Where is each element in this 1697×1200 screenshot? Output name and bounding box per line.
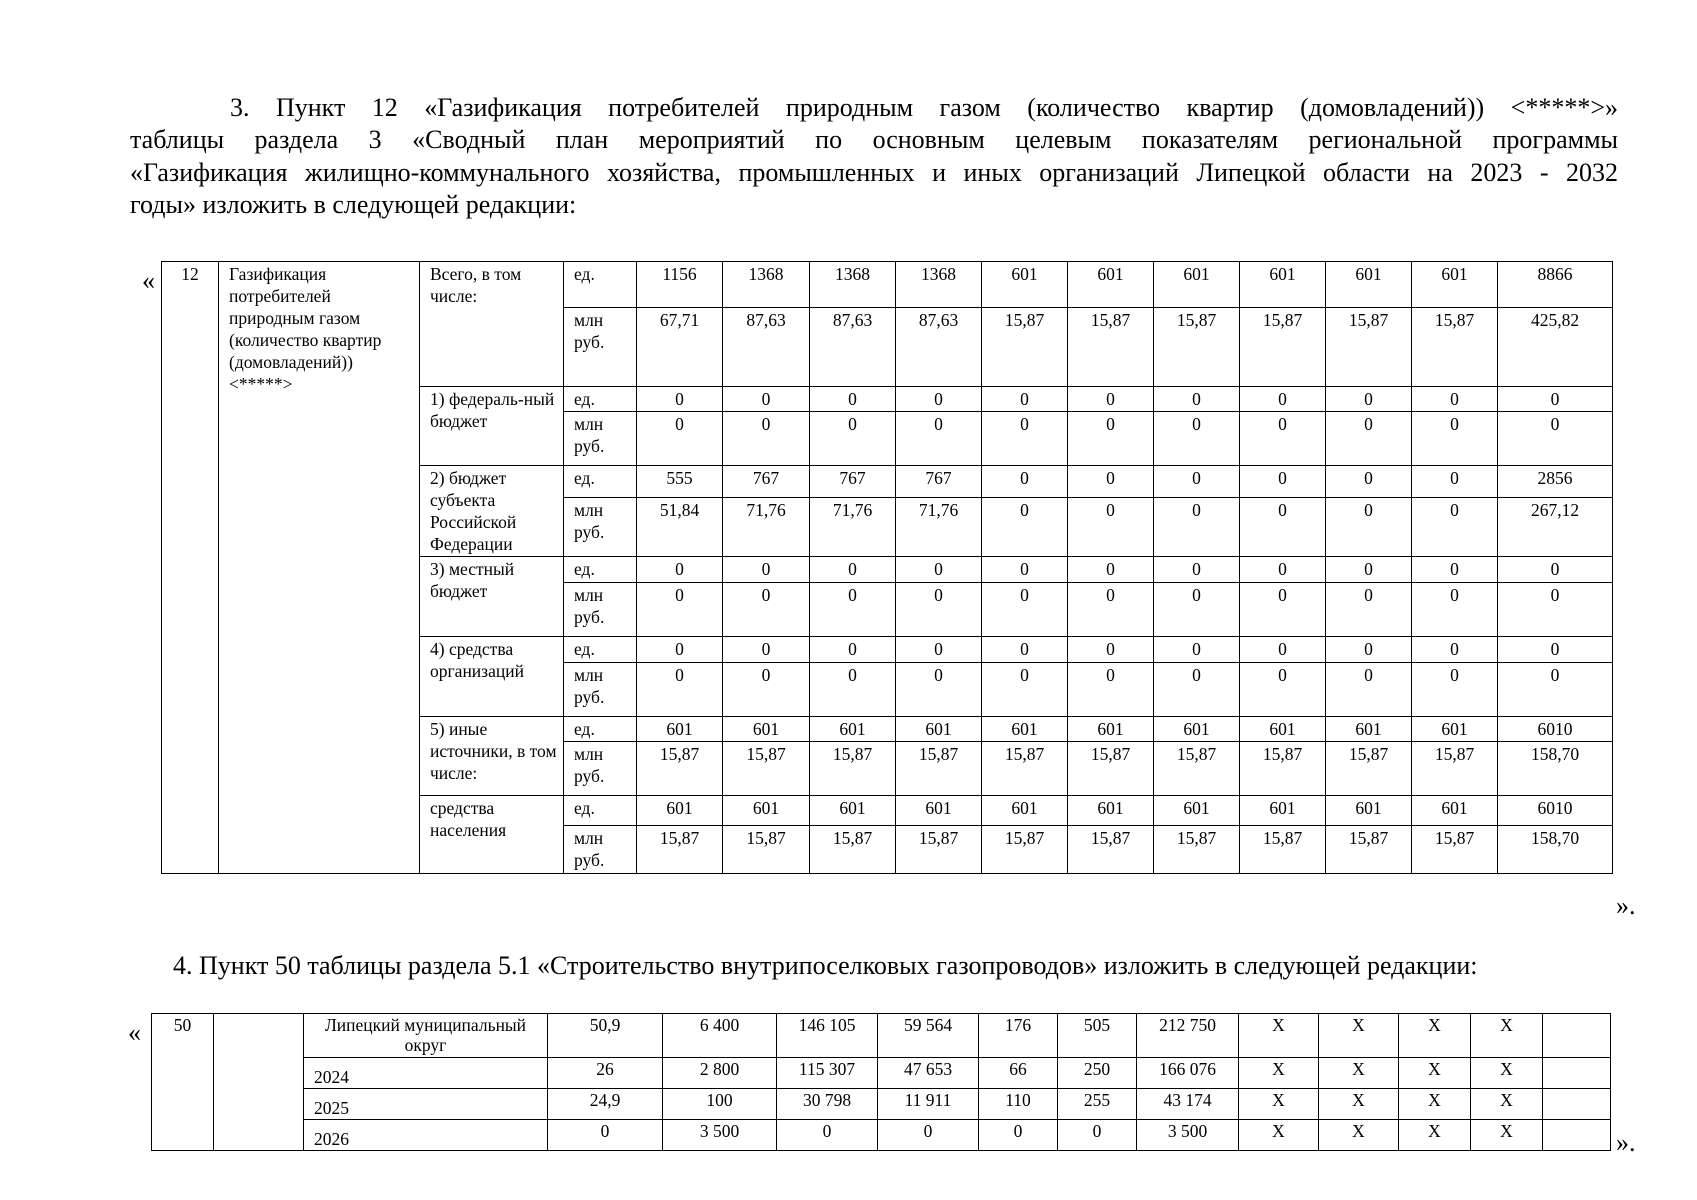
value-cell: 601 <box>1240 796 1326 826</box>
value-cell: 1368 <box>810 262 896 308</box>
value-cell: 0 <box>1068 583 1154 637</box>
value-cell: 24,9 <box>548 1089 663 1120</box>
unit-cell: ед. <box>564 466 637 498</box>
value-cell: 0 <box>1412 557 1498 583</box>
value-cell: 0 <box>637 557 723 583</box>
table-1-open-quote: « <box>142 266 155 295</box>
value-cell: 0 <box>1068 387 1154 412</box>
value-cell: 601 <box>1068 796 1154 826</box>
value-cell: X <box>1319 1058 1399 1089</box>
value-cell: 767 <box>896 466 982 498</box>
funding-source-label: 3) местный бюджет <box>420 557 564 637</box>
value-cell: 0 <box>1498 557 1613 583</box>
value-cell: 0 <box>1326 637 1412 663</box>
value-cell: 0 <box>896 663 982 717</box>
value-cell: X <box>1319 1089 1399 1120</box>
value-cell: 0 <box>1068 663 1154 717</box>
value-cell: 601 <box>1154 717 1240 742</box>
value-cell: 0 <box>982 412 1068 466</box>
value-cell: X <box>1239 1014 1319 1058</box>
value-cell: 601 <box>1240 717 1326 742</box>
row-label: 2025 <box>304 1089 548 1120</box>
value-cell: 15,87 <box>982 742 1068 796</box>
value-cell: 601 <box>723 717 810 742</box>
value-cell: 15,87 <box>810 826 896 874</box>
value-cell <box>1543 1014 1611 1058</box>
table-12-gasification <box>161 261 1613 874</box>
value-cell: 0 <box>1498 412 1613 466</box>
paragraph-3-line-2: таблицы раздела 3 «Сводный план мероприятий по основным целевым показателям региональной программы <box>130 125 1618 154</box>
unit-cell: млн руб. <box>564 412 637 466</box>
value-cell: 601 <box>1412 717 1498 742</box>
value-cell: 71,76 <box>723 497 810 556</box>
value-cell: 0 <box>1498 583 1613 637</box>
value-cell: 67,71 <box>637 308 723 387</box>
value-cell: 15,87 <box>1326 742 1412 796</box>
value-cell: 601 <box>1326 262 1412 308</box>
unit-cell: ед. <box>564 262 637 308</box>
value-cell: 0 <box>1240 583 1326 637</box>
value-cell: 0 <box>1154 583 1240 637</box>
value-cell: 15,87 <box>637 742 723 796</box>
value-cell: 601 <box>1412 796 1498 826</box>
value-cell: 601 <box>982 796 1068 826</box>
value-cell: 15,87 <box>1154 826 1240 874</box>
unit-cell: млн руб. <box>564 583 637 637</box>
value-cell: 0 <box>896 557 982 583</box>
row-label: 2026 <box>304 1120 548 1151</box>
value-cell: 71,76 <box>896 497 982 556</box>
table-row <box>152 1014 1611 1058</box>
value-cell: 0 <box>1068 637 1154 663</box>
value-cell: 0 <box>810 412 896 466</box>
value-cell: 555 <box>637 466 723 498</box>
value-cell: 0 <box>1412 583 1498 637</box>
value-cell: X <box>1471 1120 1543 1151</box>
value-cell: 166 076 <box>1137 1058 1239 1089</box>
value-cell: 425,82 <box>1498 308 1613 387</box>
value-cell: 255 <box>1058 1089 1137 1120</box>
table-row <box>152 1058 1611 1089</box>
value-cell: 0 <box>1154 412 1240 466</box>
value-cell: 0 <box>1498 663 1613 717</box>
value-cell: 505 <box>1058 1014 1137 1058</box>
value-cell: 1368 <box>723 262 810 308</box>
value-cell: 2 800 <box>663 1058 777 1089</box>
value-cell: 100 <box>663 1089 777 1120</box>
table-row <box>162 262 1613 308</box>
value-cell: 15,87 <box>1326 826 1412 874</box>
value-cell: 0 <box>1326 557 1412 583</box>
value-cell: 0 <box>1068 466 1154 498</box>
value-cell: 601 <box>982 262 1068 308</box>
row-label: 2024 <box>304 1058 548 1089</box>
table-row <box>152 1120 1611 1151</box>
value-cell: 15,87 <box>723 826 810 874</box>
value-cell: X <box>1399 1014 1471 1058</box>
value-cell: 0 <box>896 637 982 663</box>
value-cell: 0 <box>1240 663 1326 717</box>
value-cell: 0 <box>637 387 723 412</box>
value-cell: 15,87 <box>1068 308 1154 387</box>
value-cell: X <box>1471 1058 1543 1089</box>
value-cell: 0 <box>1240 637 1326 663</box>
unit-cell: ед. <box>564 387 637 412</box>
funding-source-label: Всего, в том числе: <box>420 262 564 387</box>
value-cell: 0 <box>1326 663 1412 717</box>
value-cell: 3 500 <box>1137 1120 1239 1151</box>
item-name: Газификация потребителей природным газом (количество квартир (домовладений)) <*****> <box>219 262 420 874</box>
value-cell: 0 <box>1412 497 1498 556</box>
value-cell: 66 <box>979 1058 1058 1089</box>
value-cell: 0 <box>637 663 723 717</box>
value-cell: 3 500 <box>663 1120 777 1151</box>
value-cell: X <box>1319 1120 1399 1151</box>
value-cell: 0 <box>982 557 1068 583</box>
value-cell: 0 <box>810 637 896 663</box>
unit-cell: ед. <box>564 557 637 583</box>
value-cell: 0 <box>810 583 896 637</box>
value-cell: 15,87 <box>896 742 982 796</box>
value-cell: 115 307 <box>777 1058 878 1089</box>
value-cell: 0 <box>1240 466 1326 498</box>
value-cell: 15,87 <box>982 308 1068 387</box>
unit-cell: ед. <box>564 637 637 663</box>
value-cell: 0 <box>1068 557 1154 583</box>
value-cell: 0 <box>810 663 896 717</box>
value-cell: 59 564 <box>878 1014 979 1058</box>
value-cell: 0 <box>1068 412 1154 466</box>
value-cell: 0 <box>723 663 810 717</box>
value-cell: 0 <box>896 583 982 637</box>
value-cell: 601 <box>982 717 1068 742</box>
value-cell <box>1543 1089 1611 1120</box>
value-cell: 0 <box>637 637 723 663</box>
value-cell: X <box>1319 1014 1399 1058</box>
table-1-close-quote: ». <box>1616 891 1636 920</box>
value-cell: 11 911 <box>878 1089 979 1120</box>
value-cell: 0 <box>1412 387 1498 412</box>
value-cell: 0 <box>637 583 723 637</box>
table-row <box>152 1089 1611 1120</box>
unit-cell: млн руб. <box>564 742 637 796</box>
value-cell: 15,87 <box>1240 826 1326 874</box>
value-cell: 0 <box>1326 583 1412 637</box>
value-cell: 0 <box>982 663 1068 717</box>
value-cell: 15,87 <box>1068 742 1154 796</box>
value-cell: 15,87 <box>1412 742 1498 796</box>
value-cell: 601 <box>637 796 723 826</box>
value-cell: 15,87 <box>1412 826 1498 874</box>
value-cell: 30 798 <box>777 1089 878 1120</box>
value-cell <box>1543 1120 1611 1151</box>
value-cell: 8866 <box>1498 262 1613 308</box>
value-cell: 51,84 <box>637 497 723 556</box>
unit-cell: млн руб. <box>564 663 637 717</box>
value-cell: X <box>1239 1058 1319 1089</box>
value-cell: 250 <box>1058 1058 1137 1089</box>
paragraph-3-line-3: «Газификация жилищно-коммунального хозяйства, промышленных и иных организаций Липецкой области на 2023 - 2032 <box>130 158 1618 187</box>
value-cell: 601 <box>637 717 723 742</box>
value-cell: 0 <box>1154 466 1240 498</box>
funding-source-label: 5) иные источники, в том числе: <box>420 717 564 796</box>
value-cell: 15,87 <box>982 826 1068 874</box>
value-cell: X <box>1399 1058 1471 1089</box>
value-cell: 0 <box>1154 637 1240 663</box>
value-cell: 0 <box>1326 497 1412 556</box>
value-cell: 6 400 <box>663 1014 777 1058</box>
value-cell: 601 <box>810 796 896 826</box>
value-cell: 15,87 <box>1240 308 1326 387</box>
value-cell: 146 105 <box>777 1014 878 1058</box>
value-cell: 50,9 <box>548 1014 663 1058</box>
value-cell: 767 <box>810 466 896 498</box>
unit-cell: ед. <box>564 796 637 826</box>
value-cell: X <box>1239 1120 1319 1151</box>
value-cell: 1156 <box>637 262 723 308</box>
funding-source-label: 2) бюджет субъекта Российской Федерации <box>420 466 564 557</box>
value-cell: 601 <box>810 717 896 742</box>
value-cell: 601 <box>1240 262 1326 308</box>
value-cell: 0 <box>982 387 1068 412</box>
value-cell: 0 <box>810 387 896 412</box>
value-cell: 601 <box>723 796 810 826</box>
funding-source-label: 1) федераль-ный бюджет <box>420 387 564 466</box>
value-cell: 0 <box>637 412 723 466</box>
value-cell: 0 <box>723 412 810 466</box>
value-cell: 0 <box>1154 387 1240 412</box>
value-cell: 0 <box>979 1120 1058 1151</box>
value-cell: 15,87 <box>1240 742 1326 796</box>
value-cell: 0 <box>982 637 1068 663</box>
value-cell: 158,70 <box>1498 826 1613 874</box>
value-cell: X <box>1471 1014 1543 1058</box>
table-2-close-quote: ». <box>1616 1128 1636 1157</box>
value-cell: 15,87 <box>1326 308 1412 387</box>
unit-cell: ед. <box>564 717 637 742</box>
row-label: Липецкий муниципальный округ <box>304 1014 548 1058</box>
value-cell <box>1543 1058 1611 1089</box>
value-cell: 0 <box>810 557 896 583</box>
value-cell: 0 <box>1498 637 1613 663</box>
value-cell: 0 <box>723 637 810 663</box>
value-cell: 87,63 <box>723 308 810 387</box>
value-cell: X <box>1239 1089 1319 1120</box>
paragraph-4: 4. Пункт 50 таблицы раздела 5.1 «Строительство внутрипоселковых газопроводов» изложить в следующей редакции: <box>173 951 1478 980</box>
value-cell: 87,63 <box>810 308 896 387</box>
value-cell: 0 <box>982 497 1068 556</box>
table-50-pipelines <box>151 1013 1611 1151</box>
value-cell: 0 <box>1240 412 1326 466</box>
value-cell: 26 <box>548 1058 663 1089</box>
value-cell: 0 <box>982 466 1068 498</box>
value-cell: 601 <box>1068 262 1154 308</box>
value-cell: 0 <box>896 387 982 412</box>
value-cell: 0 <box>1240 497 1326 556</box>
value-cell: 15,87 <box>723 742 810 796</box>
value-cell: 0 <box>1240 557 1326 583</box>
value-cell: 158,70 <box>1498 742 1613 796</box>
value-cell: 0 <box>548 1120 663 1151</box>
value-cell: 0 <box>878 1120 979 1151</box>
value-cell: 212 750 <box>1137 1014 1239 1058</box>
value-cell: 601 <box>1154 796 1240 826</box>
value-cell: 0 <box>1154 663 1240 717</box>
value-cell: 15,87 <box>637 826 723 874</box>
value-cell: 15,87 <box>1412 308 1498 387</box>
value-cell: X <box>1399 1089 1471 1120</box>
value-cell: 601 <box>1154 262 1240 308</box>
unit-cell: млн руб. <box>564 497 637 556</box>
unit-cell: млн руб. <box>564 826 637 874</box>
value-cell: 0 <box>1068 497 1154 556</box>
value-cell: 0 <box>777 1120 878 1151</box>
value-cell: 601 <box>1326 717 1412 742</box>
value-cell: 0 <box>1412 466 1498 498</box>
paragraph-3-line-1: 3. Пункт 12 «Газификация потребителей природным газом (количество квартир (домовладений)) <*****>» <box>230 93 1618 122</box>
value-cell: 0 <box>1412 412 1498 466</box>
value-cell: 2856 <box>1498 466 1613 498</box>
value-cell: 15,87 <box>810 742 896 796</box>
paragraph-3-line-4: годы» изложить в следующей редакции: <box>130 190 577 219</box>
value-cell: 601 <box>1326 796 1412 826</box>
value-cell: 1368 <box>896 262 982 308</box>
value-cell: 0 <box>1326 412 1412 466</box>
value-cell: 0 <box>1326 466 1412 498</box>
value-cell: 0 <box>982 583 1068 637</box>
value-cell: 0 <box>1058 1120 1137 1151</box>
value-cell: 0 <box>1412 663 1498 717</box>
value-cell: 110 <box>979 1089 1058 1120</box>
value-cell: 6010 <box>1498 717 1613 742</box>
value-cell: 0 <box>723 557 810 583</box>
value-cell: 47 653 <box>878 1058 979 1089</box>
value-cell: 87,63 <box>896 308 982 387</box>
empty-cell <box>214 1014 304 1151</box>
value-cell: 267,12 <box>1498 497 1613 556</box>
value-cell: 0 <box>896 412 982 466</box>
funding-source-label: средства населения <box>420 796 564 874</box>
value-cell: 0 <box>1498 387 1613 412</box>
value-cell: 601 <box>1068 717 1154 742</box>
value-cell: 0 <box>723 387 810 412</box>
table-2-open-quote: « <box>128 1018 141 1047</box>
value-cell: 6010 <box>1498 796 1613 826</box>
value-cell: 0 <box>1154 557 1240 583</box>
value-cell: 15,87 <box>1068 826 1154 874</box>
value-cell: 15,87 <box>896 826 982 874</box>
item-number: 50 <box>152 1014 214 1151</box>
value-cell: 0 <box>1412 637 1498 663</box>
value-cell: 601 <box>1412 262 1498 308</box>
value-cell: 601 <box>896 796 982 826</box>
unit-cell: млн руб. <box>564 308 637 387</box>
value-cell: 15,87 <box>1154 742 1240 796</box>
item-number: 12 <box>162 262 219 874</box>
value-cell: 0 <box>723 583 810 637</box>
value-cell: 176 <box>979 1014 1058 1058</box>
value-cell: 71,76 <box>810 497 896 556</box>
value-cell: X <box>1471 1089 1543 1120</box>
value-cell: 601 <box>896 717 982 742</box>
funding-source-label: 4) средства организаций <box>420 637 564 717</box>
value-cell: 15,87 <box>1154 308 1240 387</box>
value-cell: 0 <box>1326 387 1412 412</box>
value-cell: 0 <box>1240 387 1326 412</box>
value-cell: X <box>1399 1120 1471 1151</box>
value-cell: 43 174 <box>1137 1089 1239 1120</box>
value-cell: 0 <box>1154 497 1240 556</box>
value-cell: 767 <box>723 466 810 498</box>
